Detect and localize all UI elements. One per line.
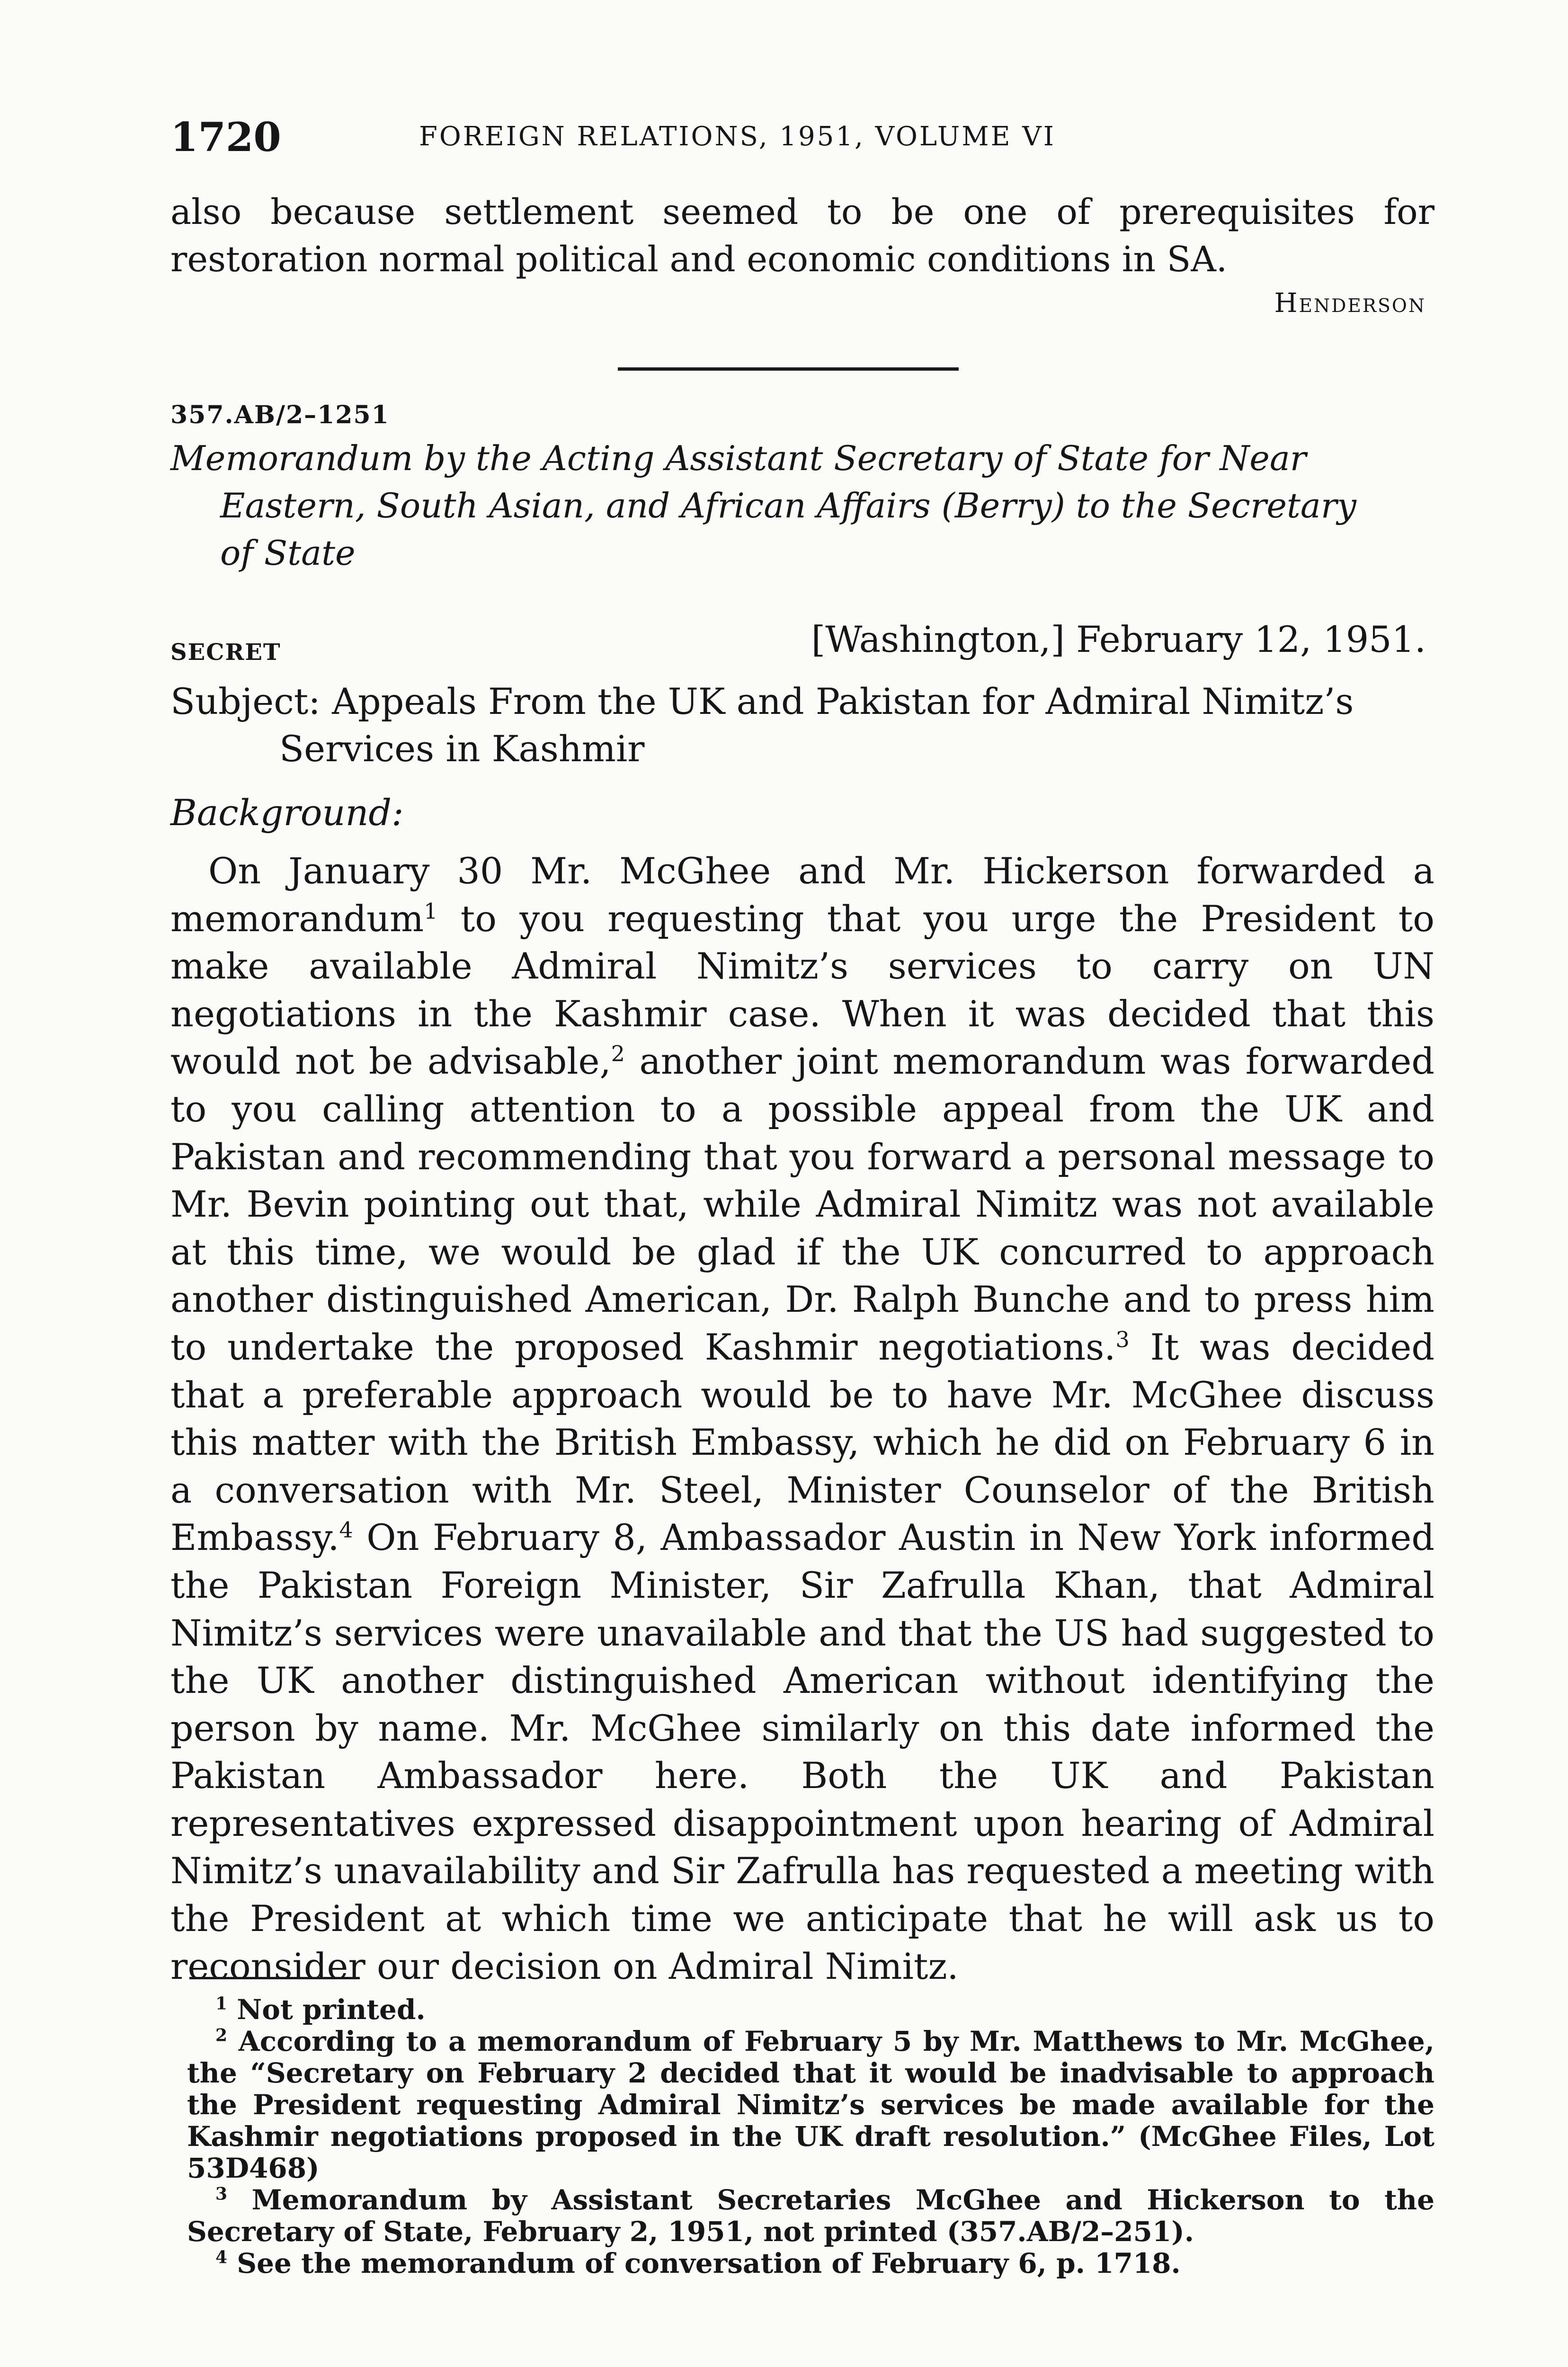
subject-block bbox=[170, 678, 1434, 773]
title-line-3: of State bbox=[220, 533, 356, 573]
footnote-mark-1: 1 bbox=[215, 1993, 228, 2014]
subject-label: Subject: bbox=[170, 680, 321, 722]
title-line-2: Eastern, South Asian, and African Affairs (Berry) to the Secretary bbox=[220, 486, 1356, 525]
footnote-1 bbox=[187, 1994, 1434, 2026]
footnote-ref-3: 3 bbox=[1115, 1326, 1130, 1353]
main-body bbox=[170, 847, 1434, 1990]
title-line-1: Memorandum by the Acting Assistant Secretary of State for Near bbox=[170, 438, 1307, 478]
background-heading: Background: bbox=[170, 792, 404, 834]
footnote-divider bbox=[189, 1977, 360, 1979]
running-head: FOREIGN RELATIONS, 1951, VOLUME VI bbox=[419, 121, 1056, 152]
footnote-ref-2: 2 bbox=[611, 1041, 625, 1067]
footnote-mark-2: 2 bbox=[215, 2025, 228, 2046]
footnote-mark-4: 4 bbox=[215, 2247, 228, 2268]
page-number: 1720 bbox=[170, 114, 281, 160]
footnote-text-4: See the memorandum of conversation of February 6, p. 1718. bbox=[227, 2247, 1181, 2279]
continued-text: also because settlement seemed to be one of prerequisites for restoration normal political and economic conditions in SA. bbox=[170, 192, 1434, 280]
classification-label: SECRET bbox=[170, 639, 281, 666]
footnote-text-1: Not printed. bbox=[227, 1993, 426, 2026]
document-title bbox=[170, 435, 1434, 577]
body-text-3: another joint memorandum was forwarded to you calling attention to a possible appeal from the UK and Pakistan and recommending that you forward a personal message to Mr. Bevin pointing out that, while Admiral Nimitz was not available at this time, we would be glad if the UK concurred to approach another distinguished American, Dr. Ralph Bunche and to press him to undertake the proposed Kashmir negotiations. bbox=[170, 1040, 1434, 1368]
footnote-2 bbox=[187, 2026, 1434, 2184]
footnotes bbox=[187, 1994, 1434, 2279]
body-text-2: to you requesting that you urge the President to make available Admiral Nimitz’s services to carry on UN negotiations in the Kashmir case. When it was decided that this would not be advisable, bbox=[170, 897, 1434, 1083]
page-header bbox=[170, 114, 1434, 170]
footnote-4 bbox=[187, 2248, 1434, 2279]
subject-line-1: Appeals From the UK and Pakistan for Admiral Nimitz’s bbox=[332, 680, 1354, 722]
section-divider bbox=[618, 367, 959, 371]
subject-line-2: Services in Kashmir bbox=[279, 728, 645, 770]
dateline: [Washington,] February 12, 1951. bbox=[811, 618, 1426, 660]
footnote-mark-3: 3 bbox=[215, 2184, 228, 2204]
body-text-4: It was decided that a preferable approach would be to have Mr. McGhee discuss this matter with the British Embassy, which he did on February 6 in a conversation with Mr. Steel, Minister Counselor of the British Embassy. bbox=[170, 1326, 1434, 1559]
body-paragraph bbox=[170, 847, 1434, 1990]
footnote-ref-1: 1 bbox=[424, 898, 438, 924]
file-number: 357.AB/2–1251 bbox=[170, 400, 390, 429]
signature: Henderson bbox=[1274, 288, 1426, 319]
footnote-ref-4: 4 bbox=[339, 1517, 353, 1543]
footnote-3 bbox=[187, 2184, 1434, 2248]
body-text-1: On January 30 Mr. McGhee and Mr. Hickerson forwarded a memorandum bbox=[170, 850, 1434, 940]
continued-paragraph bbox=[170, 188, 1434, 283]
footnote-text-2: According to a memorandum of February 5 by Mr. Matthews to Mr. McGhee, the “Secretary on February 2 decided that it would be inadvisable to approach the President requesting Admiral Nimitz’s services be made available for the Kashmir negotiations proposed in the UK draft resolution.” (McGhee Files, Lot 53D468) bbox=[187, 2025, 1434, 2184]
body-text-5: On February 8, Ambassador Austin in New York informed the Pakistan Foreign Minister, Sir Zafrulla Khan, that Admiral Nimitz’s services were unavailable and that the US had suggested to the UK another distinguished American without identifying the person by name. Mr. McGhee similarly on this date informed the Pakistan Ambassador here. Both the UK and Pakistan representatives expressed disappointment upon hearing of Admiral Nimitz’s unavailability and Sir Zafrulla has requested a meeting with the President at which time we anticipate that he will ask us to reconsider our decision on Admiral Nimitz. bbox=[170, 1516, 1434, 1987]
footnote-text-3: Memorandum by Assistant Secretaries McGhee and Hickerson to the Secretary of State, February 2, 1951, not printed (357.AB/2–251). bbox=[187, 2184, 1434, 2248]
